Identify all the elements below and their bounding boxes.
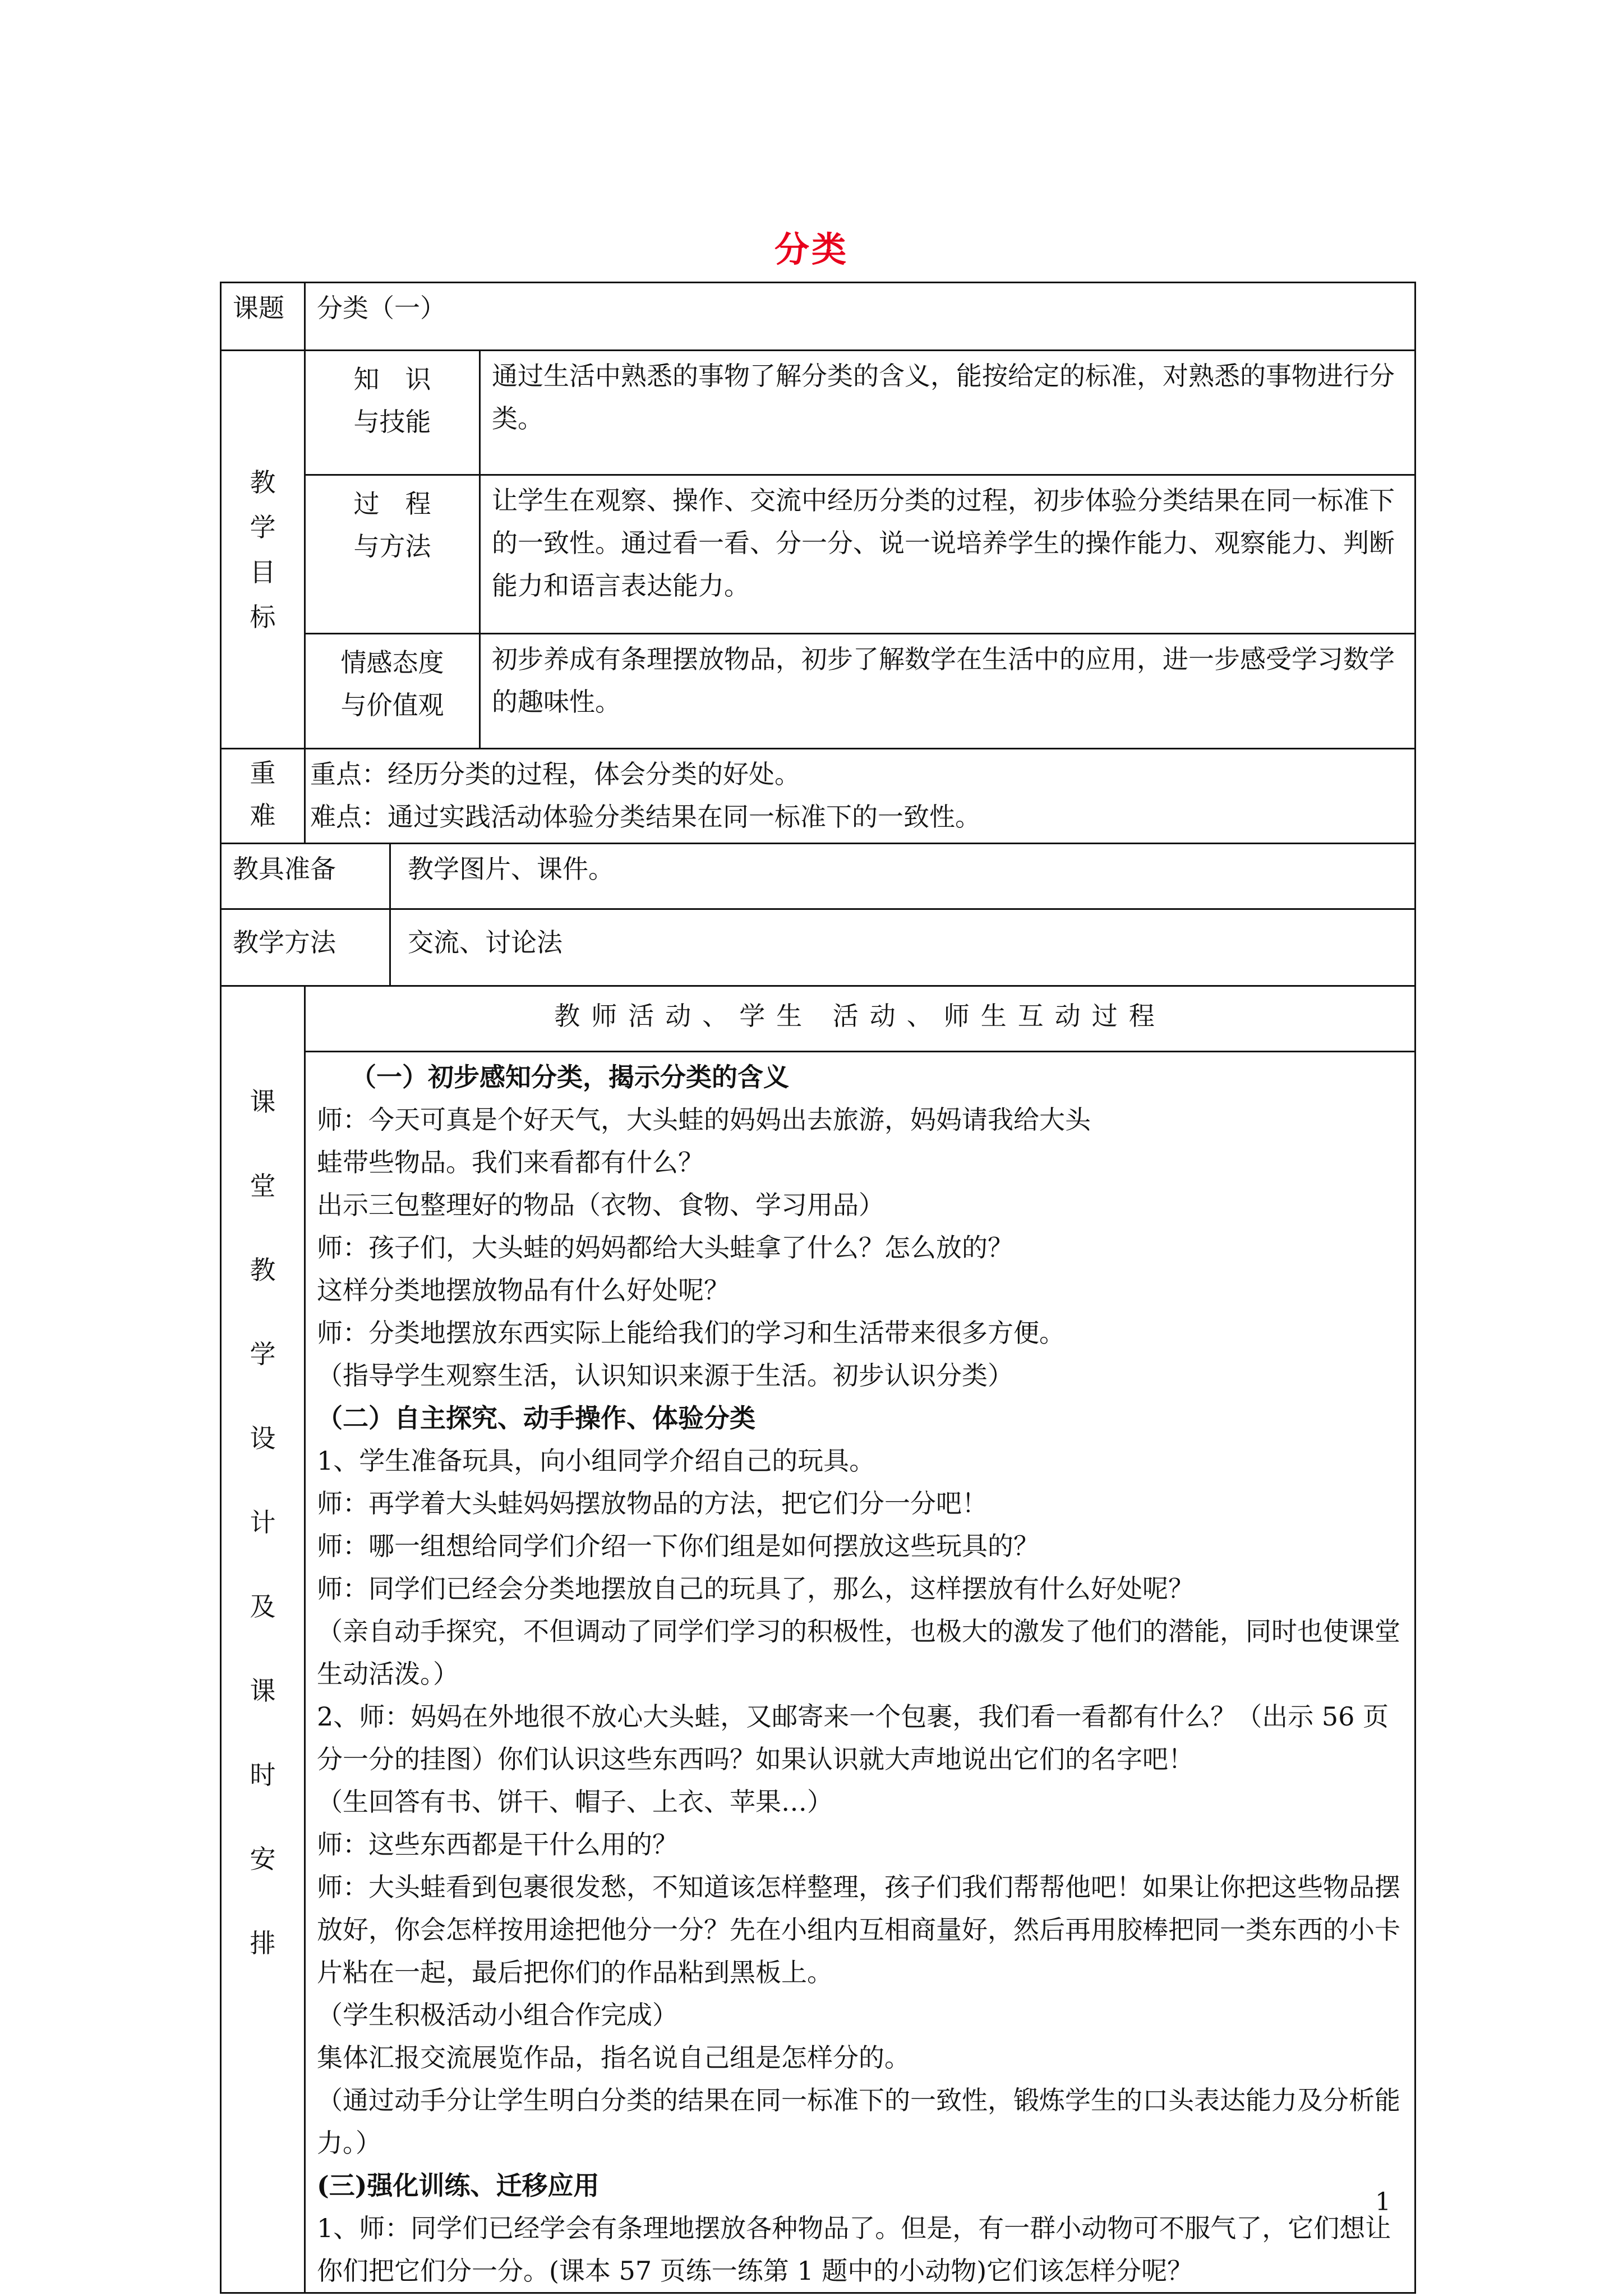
goal-text-emotion: 初步养成有条理摆放物品，初步了解数学在生活中的应用，进一步感受学习数学的趣味性。 bbox=[480, 634, 1415, 749]
section-heading: （二）自主探究、动手操作、体验分类 bbox=[317, 1403, 755, 1433]
document-title: 分类 bbox=[774, 229, 849, 270]
process-line: 师：哪一组想给同学们介绍一下你们组是如何摆放这些玩具的？ bbox=[317, 1531, 1039, 1561]
method-row bbox=[221, 909, 1415, 986]
goal-label-knowledge: 知 识 与技能 bbox=[305, 351, 480, 475]
process-line: 1、学生准备玩具，向小组同学介绍自己的玩具。 bbox=[317, 1446, 875, 1476]
goal-row-knowledge bbox=[221, 351, 1415, 475]
method-value: 交流、讨论法 bbox=[390, 909, 1415, 986]
key-points-content bbox=[305, 749, 1415, 844]
process-line: （亲自动手探究，不但调动了同学们学习的积极性，也极大的激发了他们的潜能，同时也使课堂生动活泼。） bbox=[317, 1616, 1400, 1689]
lesson-plan-table bbox=[220, 282, 1416, 2294]
goal-row-process bbox=[221, 475, 1415, 634]
goals-side-label: 教 学 目 标 bbox=[221, 351, 305, 749]
goal-text-knowledge: 通过生活中熟悉的事物了解分类的含义，能按给定的标准，对熟悉的事物进行分类。 bbox=[480, 351, 1415, 475]
materials-label: 教具准备 bbox=[221, 844, 390, 909]
key-points-row bbox=[221, 749, 1415, 844]
process-body bbox=[305, 1052, 1415, 2293]
goal-row-emotion bbox=[221, 634, 1415, 749]
process-line: 蛙带些物品。我们来看都有什么？ bbox=[317, 1147, 704, 1177]
process-side-label: 课 堂 教 学 设 计 及 课 时 安 排 bbox=[221, 986, 305, 2293]
goal-label-emotion: 情感态度 与价值观 bbox=[305, 634, 480, 749]
section-heading: (三)强化训练、迁移应用 bbox=[317, 2170, 600, 2201]
process-line: 这样分类地摆放物品有什么好处呢？ bbox=[317, 1275, 730, 1305]
process-line: 集体汇报交流展览作品，指名说自己组是怎样分的。 bbox=[317, 2042, 910, 2073]
process-header-row bbox=[221, 986, 1415, 1052]
process-line: 师：再学着大头蛙妈妈摆放物品的方法，把它们分一分吧！ bbox=[317, 1488, 988, 1519]
process-body-row bbox=[221, 1052, 1415, 2293]
section-heading: （一）初步感知分类，揭示分类的含义 bbox=[351, 1062, 789, 1092]
process-line: 1、师：同学们已经学会有条理地摆放各种物品了。但是，有一群小动物可不服气了，它们想让你们把它们分一分。(课本 57 页练一练第 1 题中的小动物)它们该怎样分呢？ bbox=[317, 2213, 1391, 2286]
topic-label: 课题 bbox=[221, 283, 305, 351]
process-line: 2、师：妈妈在外地很不放心大头蛙，又邮寄来一个包裹，我们看一看都有什么？（出示 56 页分一分的挂图）你们认识这些东西吗？如果认识就大声地说出它们的名字吧！ bbox=[317, 1701, 1389, 1774]
goal-text-process: 让学生在观察、操作、交流中经历分类的过程，初步体验分类结果在同一标准下的一致性。通过看一看、分一分、说一说培养学生的操作能力、观察能力、判断能力和语言表达能力。 bbox=[480, 475, 1415, 634]
process-line: 出示三包整理好的物品（衣物、食物、学习用品） bbox=[317, 1190, 884, 1220]
process-line: （生回答有书、饼干、帽子、上衣、苹果…） bbox=[317, 1787, 833, 1817]
process-line: 师：分类地摆放东西实际上能给我们的学习和生活带来很多方便。 bbox=[317, 1318, 1065, 1348]
materials-value: 教学图片、课件。 bbox=[390, 844, 1415, 909]
materials-row bbox=[221, 844, 1415, 909]
process-line: 师：孩子们，大头蛙的妈妈都给大头蛙拿了什么？怎么放的？ bbox=[317, 1232, 1013, 1263]
topic-row bbox=[221, 283, 1415, 351]
process-line: 师：同学们已经会分类地摆放自己的玩具了，那么，这样摆放有什么好处呢？ bbox=[317, 1573, 1194, 1604]
process-line: 师：这些东西都是干什么用的？ bbox=[317, 1829, 678, 1860]
process-header: 教师活动、学生 活动、师生互动过程 bbox=[305, 986, 1415, 1052]
difficulty-text: 难点：通过实践活动体验分类结果在同一标准下的一致性。 bbox=[310, 802, 981, 832]
topic-value: 分类（一） bbox=[305, 283, 1415, 351]
process-line: 师：大头蛙看到包裹很发愁，不知道该怎样整理，孩子们我们帮帮他吧！如果让你把这些物品摆放好，你会怎样按用途把他分一分？先在小组内互相商量好，然后再用胶棒把同一类东西的小卡片粘在一起，最后把你们的作品粘到黑板上。 bbox=[317, 1872, 1400, 1987]
process-line: （指导学生观察生活，认识知识来源于生活。初步认识分类） bbox=[317, 1360, 1013, 1391]
process-line: （学生积极活动小组合作完成） bbox=[317, 2000, 678, 2030]
method-label: 教学方法 bbox=[221, 909, 390, 986]
process-line: （通过动手分让学生明白分类的结果在同一标准下的一致性，锻炼学生的口头表达能力及分析能力。） bbox=[317, 2085, 1400, 2158]
goal-label-process: 过 程 与方法 bbox=[305, 475, 480, 634]
focus-text: 重点：经历分类的过程，体会分类的好处。 bbox=[310, 759, 800, 789]
key-points-label: 重 难 bbox=[221, 749, 305, 844]
page-number: 1 bbox=[1375, 2188, 1391, 2216]
process-line: 师：今天可真是个好天气，大头蛙的妈妈出去旅游，妈妈请我给大头 bbox=[317, 1105, 1091, 1135]
